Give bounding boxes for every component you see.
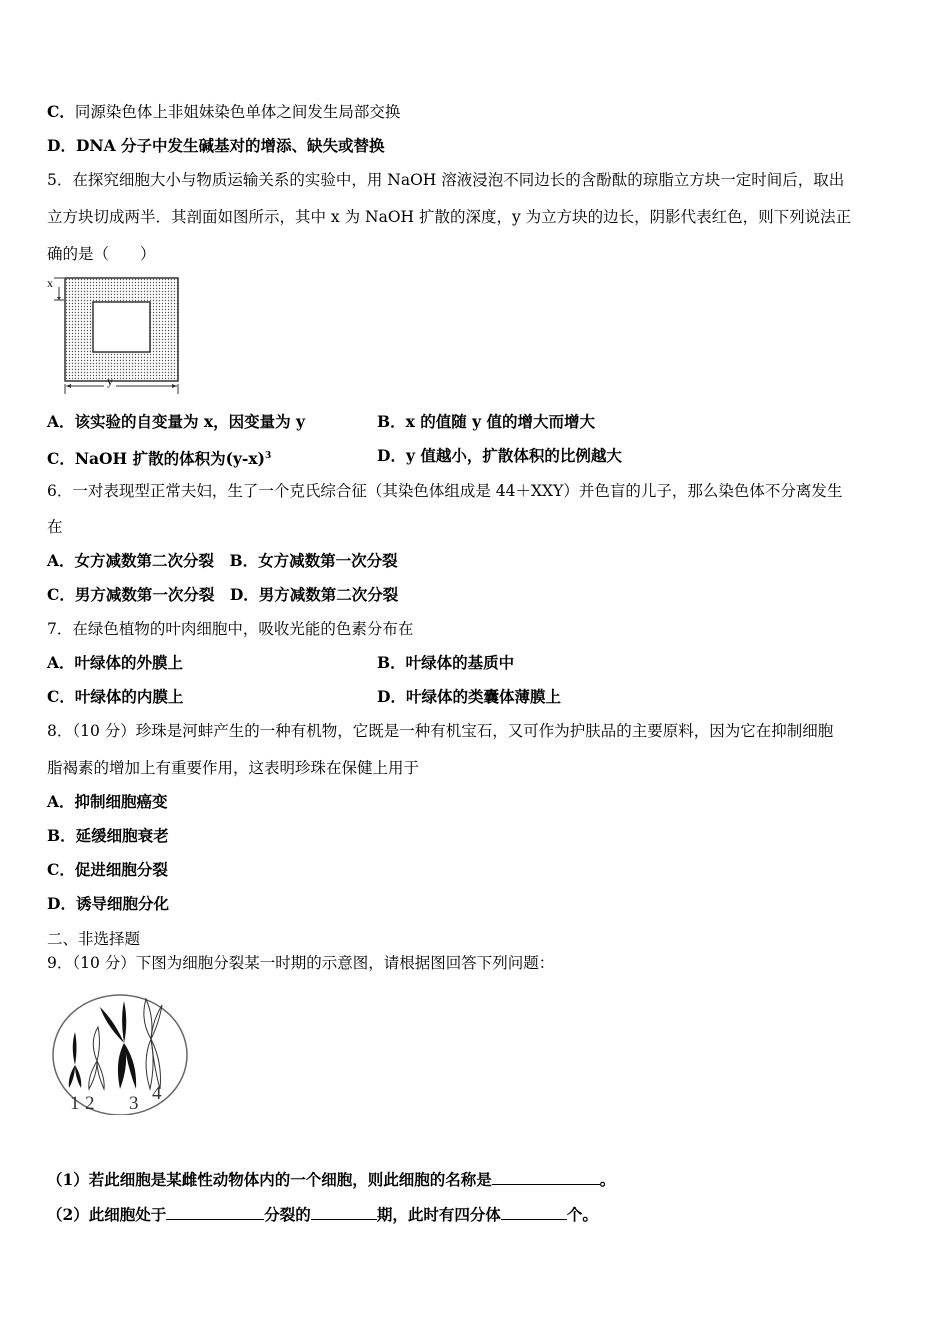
q7-option-a: A．叶绿体的外膜上 xyxy=(47,653,184,672)
label-3: 3 xyxy=(129,1093,139,1114)
q9-sub1: （1）若此细胞是某雌性动物体内的一个细胞，则此细胞的名称是 。 xyxy=(47,1170,616,1189)
q9-sub2: （2）此细胞处于 分裂的 期，此时有四分体 个。 xyxy=(47,1205,598,1224)
chromosome-4 xyxy=(144,999,162,1089)
label-x: x xyxy=(47,276,53,290)
prev-option-d: D．DNA 分子中发生碱基对的增添、缺失或替换 xyxy=(47,136,385,155)
agar-cube-section-figure xyxy=(44,272,189,400)
q6-options-ab: A．女方减数第二次分裂 B．女方减数第一次分裂 xyxy=(47,551,398,570)
q7-stem: 7．在绿色植物的叶肉细胞中，吸收光能的色素分布在 xyxy=(47,620,414,638)
answer-blank-phase[interactable] xyxy=(311,1205,377,1220)
q8-option-a: A．抑制细胞癌变 xyxy=(47,792,168,811)
answer-blank-tetrad-count[interactable] xyxy=(501,1205,567,1220)
q6-stem-line1: 6．一对表现型正常夫妇，生了一个克氏综合征（其染色体组成是 44＋XXY）并色盲的儿子，那么染色体不分离发生 xyxy=(47,482,843,500)
answer-blank-division-type[interactable] xyxy=(166,1205,264,1220)
q9-stem: 9．（10 分）下图为细胞分裂某一时期的示意图，请根据图回答下列问题： xyxy=(47,954,555,972)
q8-stem-line2: 脂褐素的增加上有重要作用，这表明珍珠在保健上用于 xyxy=(47,759,420,777)
label-y: y xyxy=(107,374,113,388)
q7-option-b: B．叶绿体的基质中 xyxy=(377,653,515,672)
label-4: 4 xyxy=(152,1083,162,1104)
q7-option-d: D．叶绿体的类囊体薄膜上 xyxy=(377,687,561,706)
chromosome-3 xyxy=(100,1001,136,1089)
answer-blank-cell-name[interactable] xyxy=(492,1170,600,1185)
q6-stem-line2: 在 xyxy=(47,518,63,536)
q5-stem-line2: 立方块切成两半．其剖面如图所示，其中 x 为 NaOH 扩散的深度，y 为立方块的边长，阴影代表红色，则下列说法正 xyxy=(47,208,852,226)
cell-division-figure xyxy=(48,985,193,1115)
q6-options-cd: C．男方减数第一次分裂 D．男方减数第二次分裂 xyxy=(47,585,399,604)
q5-option-b: B．x 的值随 y 值的增大而增大 xyxy=(377,412,596,431)
q8-option-d: D．诱导细胞分化 xyxy=(47,894,169,913)
inner-white-square xyxy=(93,302,150,352)
q7-option-c: C．叶绿体的内膜上 xyxy=(47,687,184,706)
q5-stem-line1: 5．在探究细胞大小与物质运输关系的实验中，用 NaOH 溶液浸泡不同边长的含酚酞的琼脂立方块一定时间后，取出 xyxy=(47,171,845,189)
q5-option-a: A．该实验的自变量为 x，因变量为 y xyxy=(47,412,306,431)
label-2: 2 xyxy=(85,1093,95,1114)
section-heading: 二、非选择题 xyxy=(47,930,141,948)
q5-option-c: C．NaOH 扩散的体积为$(y-x)^3$ xyxy=(47,449,272,469)
q5-stem-line3: 确的是（ ） xyxy=(47,245,156,263)
q8-option-b: B．延缓细胞衰老 xyxy=(47,826,169,845)
q8-option-c: C．促进细胞分裂 xyxy=(47,860,168,879)
label-1: 1 xyxy=(70,1093,80,1114)
chromosome-2 xyxy=(89,1027,104,1089)
prev-option-c: C．同源染色体上非姐妹染色单体之间发生局部交换 xyxy=(47,102,401,121)
q8-stem-line1: 8．（10 分）珍珠是河蚌产生的一种有机物，它既是一种有机宝石，又可作为护肤品的主要原料，因为它在抑制细胞 xyxy=(47,722,834,740)
q5-option-d: D．y 值越小，扩散体积的比例越大 xyxy=(377,446,622,465)
chromosome-1 xyxy=(69,1032,82,1088)
